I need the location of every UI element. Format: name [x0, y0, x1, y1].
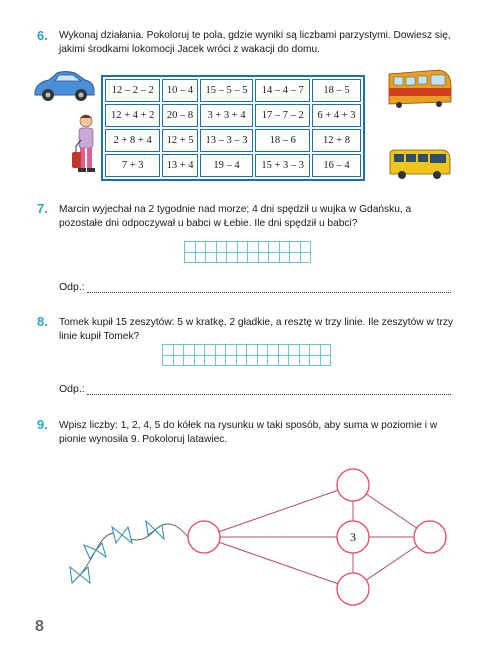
task-7-answer-line[interactable] — [59, 281, 451, 293]
task-7-answer-grid[interactable] — [185, 242, 311, 263]
table-cell[interactable]: 12 + 5 — [162, 129, 197, 152]
task-9-number: 9. — [37, 417, 48, 432]
table-row — [105, 79, 361, 102]
table-cell[interactable]: 12 + 4 + 2 — [105, 104, 160, 127]
page-number: 8 — [35, 618, 44, 635]
kite-circle-left — [188, 521, 220, 553]
car-illustration — [31, 68, 97, 104]
table-cell[interactable]: 18 – 6 — [255, 129, 310, 152]
kite-bows — [70, 521, 164, 583]
table-cell[interactable]: 12 – 2 – 2 — [105, 79, 160, 102]
table-row — [105, 129, 361, 152]
bus-illustration — [387, 148, 453, 182]
task-8-text: Tomek kupił 15 zeszytów: 5 w kratkę, 2 gładkie, a resztę w trzy linie. Ile zeszytów w trzy linie kupił Tomek? — [59, 317, 454, 342]
task-6-number: 6. — [37, 28, 48, 43]
table-cell[interactable]: 17 – 7 – 2 — [255, 104, 310, 127]
table-cell[interactable]: 18 – 5 — [312, 79, 361, 102]
task-7-answer-label: Odp.: — [59, 281, 85, 293]
kite-given-number: 3 — [350, 530, 356, 544]
table-cell[interactable]: 20 – 8 — [162, 104, 197, 127]
task-7-text: Marcin wyjechał na 2 tygodnie nad morze; 4 dni spędził u wujka w Gdańsku, a pozostałe dni odpoczywał u babci w Łebie. Ile dni spędził u babci? — [59, 204, 412, 229]
table-cell[interactable]: 12 + 8 — [312, 129, 361, 152]
table-cell[interactable]: 6 + 4 + 3 — [312, 104, 361, 127]
task-7-number: 7. — [37, 201, 48, 216]
kite-circle-top — [337, 469, 369, 501]
table-cell[interactable]: 16 – 4 — [312, 154, 361, 177]
table-cell[interactable]: 14 – 4 – 7 — [255, 79, 310, 102]
table-cell[interactable]: 15 – 5 – 5 — [200, 79, 254, 102]
task-8-answer-line[interactable] — [59, 383, 451, 395]
task-8-answer-grid[interactable] — [163, 345, 331, 366]
task-6-text: Wykonaj działania. Pokoloruj te pola, gdzie wyniki są liczbami parzystymi. Dowiesz się, jakimi środkami lokomocji Jacek wróci z wakacji do domu. — [59, 30, 451, 55]
task-8-number: 8. — [37, 314, 48, 329]
table-cell[interactable]: 13 + 4 — [162, 154, 197, 177]
table-cell[interactable]: 2 + 8 + 4 — [105, 129, 160, 152]
table-cell[interactable]: 15 + 3 – 3 — [255, 154, 310, 177]
train-illustration — [387, 66, 453, 110]
table-cell[interactable]: 19 – 4 — [200, 154, 254, 177]
kite-circle-bottom — [337, 573, 369, 605]
table-row — [105, 104, 361, 127]
task-8-answer-label: Odp.: — [59, 383, 85, 395]
table-cell[interactable]: 13 – 3 – 3 — [200, 129, 254, 152]
table-cell[interactable]: 7 + 3 — [105, 154, 160, 177]
boy-illustration — [70, 112, 102, 182]
operations-table — [101, 75, 365, 181]
table-cell[interactable]: 10 – 4 — [162, 79, 197, 102]
table-cell[interactable]: 3 + 3 + 4 — [200, 104, 254, 127]
table-row — [105, 154, 361, 177]
kite-diagram — [60, 455, 460, 615]
task-9-text: Wpisz liczby: 1, 2, 4, 5 do kółek na rysunku w taki sposób, aby suma w poziomie i w pionie wynosiła 9. Pokoloruj latawiec. — [59, 420, 438, 445]
kite-circle-right — [414, 521, 446, 553]
